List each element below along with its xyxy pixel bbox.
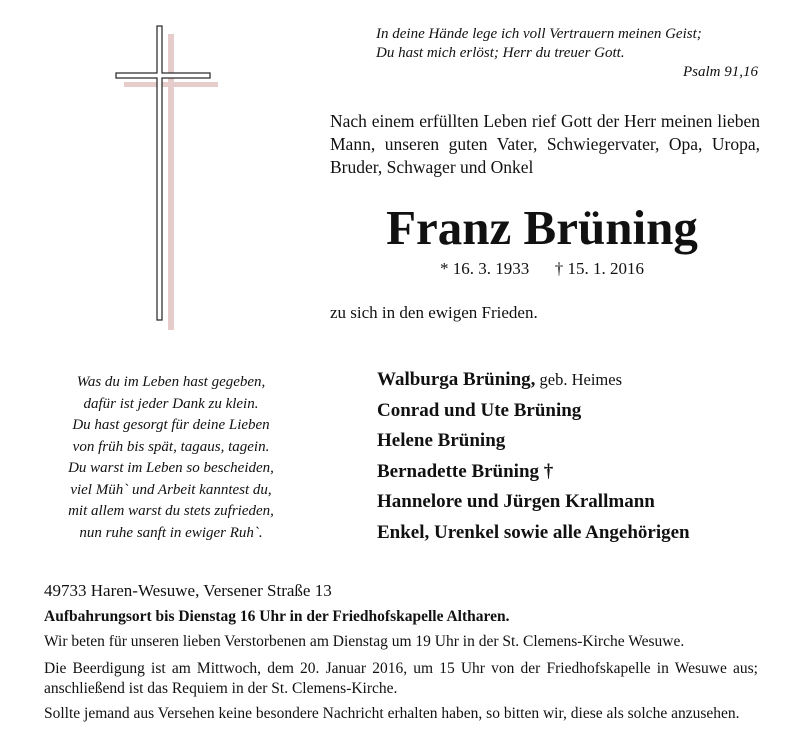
poem-line: Was du im Leben hast gegeben,	[76, 374, 266, 390]
mourner-widow-name: Walburga Brüning,	[377, 369, 536, 390]
mourner-name: Enkel, Urenkel sowie alle Angehörigen	[377, 521, 690, 543]
deceased-name: Franz Brüning	[386, 200, 698, 255]
christian-cross-icon	[112, 24, 222, 334]
poem-line: von früh bis spät, tagaus, tagein.	[72, 438, 270, 455]
poem-line: dafür ist jeder Dank zu klein.	[83, 395, 259, 412]
mourner-name: Helene Brüning	[377, 430, 506, 451]
mourner-name	[377, 365, 777, 396]
psalm-line: Du hast mich erlöst; Herr du treuer Gott.	[376, 45, 625, 61]
poem-line: mit allem warst du stets zufrieden,	[68, 503, 274, 519]
mourner-name: Conrad und Ute Brüning	[377, 399, 582, 421]
mourner-name: Bernadette Brüning †	[377, 460, 554, 482]
maiden-name: geb. Heimes	[535, 370, 622, 389]
poem-line: nun ruhe sanft in ewiger Ruh`.	[79, 524, 263, 541]
mourners-list	[377, 365, 777, 548]
mourner-name: Hannelore und Jürgen Krallmann	[377, 491, 655, 512]
viewing-location: Aufbahrungsort bis Dienstag 16 Uhr in der Friedhofskapelle Altharen.	[44, 608, 510, 625]
intro-text: Nach einem erfüllten Leben rief Gott der Herr meinen lieben Mann, unseren guten Vater, Schwiegervater, Opa, Uropa, Bruder, Schwager und Onkel	[330, 111, 760, 177]
psalm-line: In deine Hände lege ich voll Vertrauern meinen Geist;	[376, 26, 702, 42]
funeral-details: Die Beerdigung ist am Mittwoch, dem 20. Januar 2016, um 15 Uhr von der Friedhofskapelle in Wesuwe aus; anschließend ist das Requiem in der St. Clemens-Kirche.	[44, 660, 758, 697]
psalm-quote	[376, 25, 758, 82]
life-dates: * 16. 3. 1933 † 15. 1. 2016	[440, 259, 644, 278]
memorial-poem	[40, 372, 302, 544]
poem-line: viel Müh` und Arbeit kanntest du,	[70, 481, 272, 498]
poem-line: Du hast gesorgt für deine Lieben	[72, 417, 270, 433]
prayer-service: Wir beten für unseren lieben Verstorbenen am Dienstag um 19 Uhr in der St. Clemens-Kirche Wesuwe.	[44, 633, 685, 650]
psalm-reference: Psalm 91,16	[683, 64, 758, 80]
notification-note: Sollte jemand aus Versehen keine besondere Nachricht erhalten haben, so bitten wir, diese als solche anzusehen.	[44, 705, 740, 722]
family-address: 49733 Haren-Wesuwe, Versener Straße 13	[44, 581, 332, 600]
poem-line: Du warst im Leben so bescheiden,	[68, 460, 274, 476]
peace-text: zu sich in den ewigen Frieden.	[330, 303, 538, 322]
